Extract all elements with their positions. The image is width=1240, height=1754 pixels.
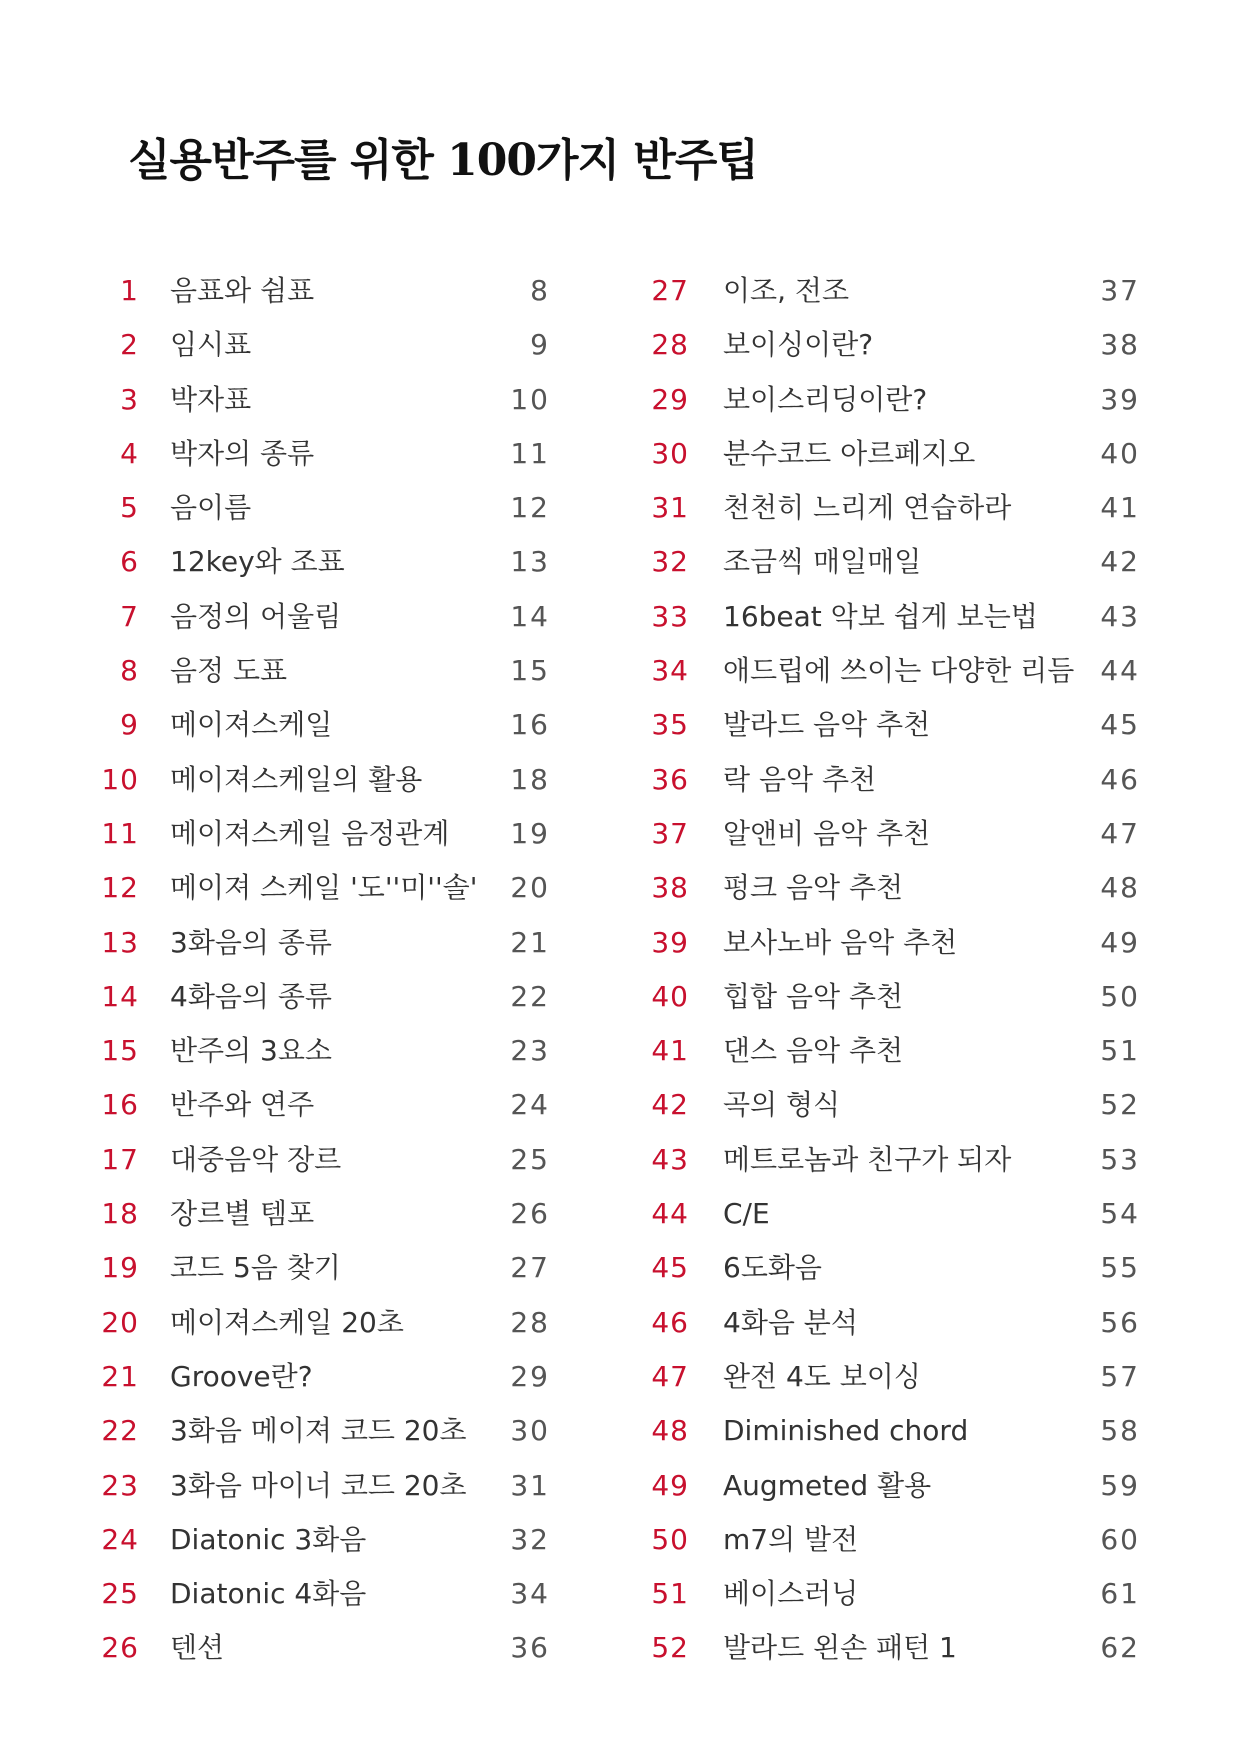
toc-entry-number: 31	[651, 491, 689, 525]
toc-entry-page: 50	[1100, 979, 1140, 1013]
toc-entry-title: 텐션	[170, 1631, 225, 1665]
toc-entry-number: 35	[651, 708, 689, 742]
toc-entry-page: 10	[510, 382, 550, 416]
toc-entry-title: 6도화음	[723, 1251, 822, 1285]
toc-entry-page: 34	[510, 1577, 550, 1611]
toc-entry-page: 37	[1100, 274, 1140, 307]
toc-entry-title: 3화음의 종류	[170, 925, 332, 959]
toc-entry-title: 메이져스케일 20초	[170, 1305, 404, 1339]
page-title: 실용반주를 위한 100가지 반주팁	[128, 135, 758, 186]
toc-entry[interactable]	[645, 535, 1140, 589]
toc-entry[interactable]	[95, 861, 550, 915]
toc-entry-title: 음정 도표	[170, 654, 288, 688]
toc-entry[interactable]	[645, 807, 1140, 861]
toc-entry[interactable]	[95, 1404, 550, 1458]
toc-entry-number: 7	[120, 599, 139, 633]
toc-entry-page: 29	[510, 1359, 550, 1393]
toc-entry-page: 15	[510, 654, 550, 688]
toc-entry-page: 16	[510, 708, 550, 742]
toc-entry[interactable]	[95, 698, 550, 752]
toc-entry-page: 56	[1100, 1305, 1140, 1339]
toc-entry[interactable]	[95, 427, 550, 481]
toc-entry-number: 46	[651, 1305, 689, 1339]
toc-entry-page: 19	[510, 816, 550, 850]
toc-entry-page: 62	[1100, 1631, 1140, 1665]
toc-entry-title: 보이스리딩이란?	[723, 382, 928, 416]
toc-entry-page: 26	[510, 1197, 550, 1231]
toc-entry-page: 31	[510, 1468, 550, 1502]
toc-entry[interactable]	[95, 753, 550, 807]
toc-entry-title: Diatonic 4화음	[170, 1577, 367, 1611]
toc-entry-number: 9	[120, 708, 139, 742]
toc-entry[interactable]	[95, 644, 550, 698]
toc-entry-number: 29	[651, 382, 689, 416]
toc-entry[interactable]	[95, 970, 550, 1024]
toc-entry-page: 11	[510, 436, 550, 470]
toc-entry-title: 발라드 음악 추천	[723, 708, 931, 742]
toc-entry-title: 댄스 음악 추천	[723, 1034, 904, 1068]
toc-entry-number: 12	[101, 871, 139, 905]
toc-entry-title: 3화음 마이너 코드 20초	[170, 1468, 467, 1502]
toc-entry-number: 1	[120, 274, 139, 307]
toc-entry[interactable]	[645, 1078, 1140, 1132]
toc-entry[interactable]	[645, 698, 1140, 752]
toc-entry-number: 21	[101, 1359, 139, 1393]
toc-entry-number: 13	[101, 925, 139, 959]
toc-entry-page: 27	[510, 1251, 550, 1285]
toc-entry[interactable]	[645, 1621, 1140, 1675]
toc-entry[interactable]	[645, 1187, 1140, 1241]
toc-entry[interactable]	[95, 1513, 550, 1567]
toc-entry-title: 보사노바 음악 추천	[723, 925, 958, 959]
toc-entry-number: 49	[651, 1468, 689, 1502]
toc-entry-title: 메트로놈과 친구가 되자	[723, 1142, 1012, 1176]
toc-entry-title: 16beat 악보 쉽게 보는법	[723, 599, 1038, 633]
toc-entry-title: 발라드 왼손 패턴 1	[723, 1631, 957, 1665]
toc-entry-title: 애드립에 쓰이는 다양한 리듬	[723, 654, 1075, 688]
toc-entry-number: 36	[651, 762, 689, 796]
toc-entry-page: 60	[1100, 1522, 1140, 1556]
toc-entry-title: 조금씩 매일매일	[723, 545, 922, 579]
toc-entry[interactable]	[645, 318, 1140, 372]
toc-entry-page: 24	[510, 1088, 550, 1122]
toc-entry[interactable]	[645, 1459, 1140, 1513]
toc-entry-page: 61	[1100, 1577, 1140, 1611]
toc-entry-page: 55	[1100, 1251, 1140, 1285]
toc-entry-title: Diatonic 3화음	[170, 1522, 367, 1556]
toc-entry[interactable]	[645, 1350, 1140, 1404]
toc-entry[interactable]	[645, 753, 1140, 807]
toc-entry-page: 53	[1100, 1142, 1140, 1176]
toc-entry-page: 42	[1100, 545, 1140, 579]
toc-entry-number: 3	[120, 382, 139, 416]
toc-entry-page: 20	[510, 871, 550, 905]
toc-entry-title: 펑크 음악 추천	[723, 871, 904, 905]
toc-entry-page: 49	[1100, 925, 1140, 959]
toc-entry[interactable]	[95, 264, 550, 318]
toc-entry-number: 39	[651, 925, 689, 959]
toc-entry[interactable]	[95, 481, 550, 535]
toc-entry-number: 28	[651, 328, 689, 362]
toc-right-column	[645, 264, 1140, 1676]
toc-entry-number: 40	[651, 979, 689, 1013]
toc-entry[interactable]	[645, 970, 1140, 1024]
toc-entry-number: 16	[101, 1088, 139, 1122]
toc-entry[interactable]	[95, 1621, 550, 1675]
toc-entry-page: 52	[1100, 1088, 1140, 1122]
toc-entry[interactable]	[95, 373, 550, 427]
toc-entry-number: 43	[651, 1142, 689, 1176]
toc-entry-title: 코드 5음 찾기	[170, 1251, 341, 1285]
toc-entry-number: 5	[120, 491, 139, 525]
toc-entry-number: 33	[651, 599, 689, 633]
toc-entry-page: 9	[530, 328, 550, 362]
toc-entry-page: 39	[1100, 382, 1140, 416]
toc-entry[interactable]	[645, 1133, 1140, 1187]
toc-entry-number: 4	[120, 436, 139, 470]
toc-entry-page: 40	[1100, 436, 1140, 470]
toc-entry-number: 41	[651, 1034, 689, 1068]
toc-entry-page: 38	[1100, 328, 1140, 362]
toc-entry-number: 19	[101, 1251, 139, 1285]
toc-entry-number: 26	[101, 1631, 139, 1665]
toc-entry-number: 24	[101, 1522, 139, 1556]
toc-entry-number: 50	[651, 1522, 689, 1556]
toc-entry-page: 59	[1100, 1468, 1140, 1502]
toc-entry-number: 52	[651, 1631, 689, 1665]
toc-entry[interactable]	[645, 1241, 1140, 1295]
toc-entry-page: 44	[1100, 654, 1140, 688]
toc-entry-title: 박자표	[170, 382, 252, 416]
toc-entry[interactable]	[95, 1567, 550, 1621]
toc-entry-number: 17	[101, 1142, 139, 1176]
toc-entry[interactable]	[645, 427, 1140, 481]
toc-entry-title: 천천히 느리게 연습하라	[723, 491, 1012, 525]
toc-entry-title: 메이져스케일 음정관계	[170, 816, 450, 850]
toc-entry-title: 완전 4도 보이싱	[723, 1359, 921, 1393]
toc-entry-number: 51	[651, 1577, 689, 1611]
toc-entry-page: 57	[1100, 1359, 1140, 1393]
toc-entry-page: 43	[1100, 599, 1140, 633]
toc-entry-number: 18	[101, 1197, 139, 1231]
toc-entry-title: 힙합 음악 추천	[723, 979, 904, 1013]
toc-entry[interactable]	[645, 590, 1140, 644]
toc-entry-title: 메이져스케일	[170, 708, 333, 742]
toc-entry-number: 14	[101, 979, 139, 1013]
toc-entry-title: 음정의 어울림	[170, 599, 342, 633]
toc-entry-title: 이조, 전조	[723, 274, 849, 307]
toc-entry-page: 48	[1100, 871, 1140, 905]
toc-entry-title: Groove란?	[170, 1359, 313, 1393]
toc-entry-title: 임시표	[170, 328, 252, 362]
toc-entry-title: 대중음악 장르	[170, 1142, 342, 1176]
toc-entry-number: 22	[101, 1414, 139, 1448]
toc-entry-number: 25	[101, 1577, 139, 1611]
toc-entry-page: 23	[510, 1034, 550, 1068]
toc-entry[interactable]	[95, 1024, 550, 1078]
toc-entry-title: 반주의 3요소	[170, 1034, 332, 1068]
toc-entry[interactable]	[95, 1187, 550, 1241]
toc-entry[interactable]	[95, 916, 550, 970]
toc-entry-number: 44	[651, 1197, 689, 1231]
toc-entry-page: 47	[1100, 816, 1140, 850]
toc-entry-page: 18	[510, 762, 550, 796]
toc-entry-number: 34	[651, 654, 689, 688]
toc-entry[interactable]	[645, 264, 1140, 318]
toc-entry-title: 음이름	[170, 491, 252, 525]
toc-entry-number: 42	[651, 1088, 689, 1122]
toc-entry[interactable]	[645, 1024, 1140, 1078]
toc-entry-title: 베이스러닝	[723, 1577, 859, 1611]
toc-entry-title: 3화음 메이져 코드 20초	[170, 1414, 467, 1448]
toc-entry[interactable]	[645, 1296, 1140, 1350]
toc-entry-number: 32	[651, 545, 689, 579]
toc-entry[interactable]	[645, 1404, 1140, 1458]
toc-entry-page: 21	[510, 925, 550, 959]
toc-entry-page: 41	[1100, 491, 1140, 525]
toc-entry-title: 메이져스케일의 활용	[170, 762, 423, 796]
toc-entry[interactable]	[645, 916, 1140, 970]
toc-entry-title: 보이싱이란?	[723, 328, 874, 362]
toc-entry-page: 36	[510, 1631, 550, 1665]
toc-entry-page: 25	[510, 1142, 550, 1176]
toc-entry[interactable]	[95, 1241, 550, 1295]
toc-entry-title: 12key와 조표	[170, 545, 345, 579]
toc-entry[interactable]	[645, 1567, 1140, 1621]
toc-entry[interactable]	[645, 644, 1140, 698]
toc-entry[interactable]	[645, 1513, 1140, 1567]
toc-entry[interactable]	[95, 590, 550, 644]
toc-entry-page: 12	[510, 491, 550, 525]
toc-entry-number: 20	[101, 1305, 139, 1339]
toc-entry-number: 27	[651, 274, 689, 307]
toc-entry-number: 38	[651, 871, 689, 905]
toc-entry-number: 6	[120, 545, 139, 579]
toc-entry[interactable]	[95, 1350, 550, 1404]
toc-entry-title: 락 음악 추천	[723, 762, 877, 796]
toc-entry-title: 음표와 쉼표	[170, 274, 315, 307]
toc-entry-title: C/E	[723, 1197, 770, 1231]
toc-entry-title: m7의 발전	[723, 1522, 859, 1556]
toc-entry[interactable]	[95, 1459, 550, 1513]
toc-entry[interactable]	[95, 1078, 550, 1132]
toc-entry-title: 박자의 종류	[170, 436, 315, 470]
toc-entry-page: 8	[530, 274, 550, 307]
toc-entry-number: 23	[101, 1468, 139, 1502]
toc-entry-number: 10	[101, 762, 139, 796]
toc-entry-page: 14	[510, 599, 550, 633]
toc-entry-page: 58	[1100, 1414, 1140, 1448]
toc-entry-title: Diminished chord	[723, 1414, 969, 1448]
toc-entry[interactable]	[95, 1133, 550, 1187]
toc-entry-number: 11	[101, 816, 139, 850]
toc-entry-title: 메이져 스케일 '도''미''솔'	[170, 871, 478, 905]
toc-entry-number: 37	[651, 816, 689, 850]
toc-entry-title: 반주와 연주	[170, 1088, 315, 1122]
toc-entry-number: 47	[651, 1359, 689, 1393]
toc-entry-title: 4화음의 종류	[170, 979, 332, 1013]
toc-entry-number: 8	[120, 654, 139, 688]
toc-entry-number: 30	[651, 436, 689, 470]
toc-left-column	[95, 264, 550, 1676]
toc-entry[interactable]	[95, 535, 550, 589]
toc-entry[interactable]	[95, 318, 550, 372]
toc-entry-title: 분수코드 아르페지오	[723, 436, 976, 470]
toc-entry-number: 2	[120, 328, 139, 362]
toc-entry[interactable]	[645, 861, 1140, 915]
toc-entry[interactable]	[645, 373, 1140, 427]
toc-entry-page: 54	[1100, 1197, 1140, 1231]
toc-entry-title: 알앤비 음악 추천	[723, 816, 931, 850]
toc-entry-page: 30	[510, 1414, 550, 1448]
toc-entry-number: 48	[651, 1414, 689, 1448]
toc-entry[interactable]	[95, 807, 550, 861]
toc-entry-page: 13	[510, 545, 550, 579]
toc-entry-page: 51	[1100, 1034, 1140, 1068]
toc-entry[interactable]	[645, 481, 1140, 535]
toc-entry-title: 곡의 형식	[723, 1088, 841, 1122]
toc-entry-page: 28	[510, 1305, 550, 1339]
toc-entry-title: Augmeted 활용	[723, 1468, 932, 1502]
toc-entry-title: 4화음 분석	[723, 1305, 858, 1339]
toc-entry-title: 장르별 템포	[170, 1197, 315, 1231]
toc-entry-number: 45	[651, 1251, 689, 1285]
toc-entry-page: 22	[510, 979, 550, 1013]
toc-entry-number: 15	[101, 1034, 139, 1068]
toc-entry-page: 45	[1100, 708, 1140, 742]
toc-entry-page: 46	[1100, 762, 1140, 796]
toc-entry-page: 32	[510, 1522, 550, 1556]
toc-entry[interactable]	[95, 1296, 550, 1350]
